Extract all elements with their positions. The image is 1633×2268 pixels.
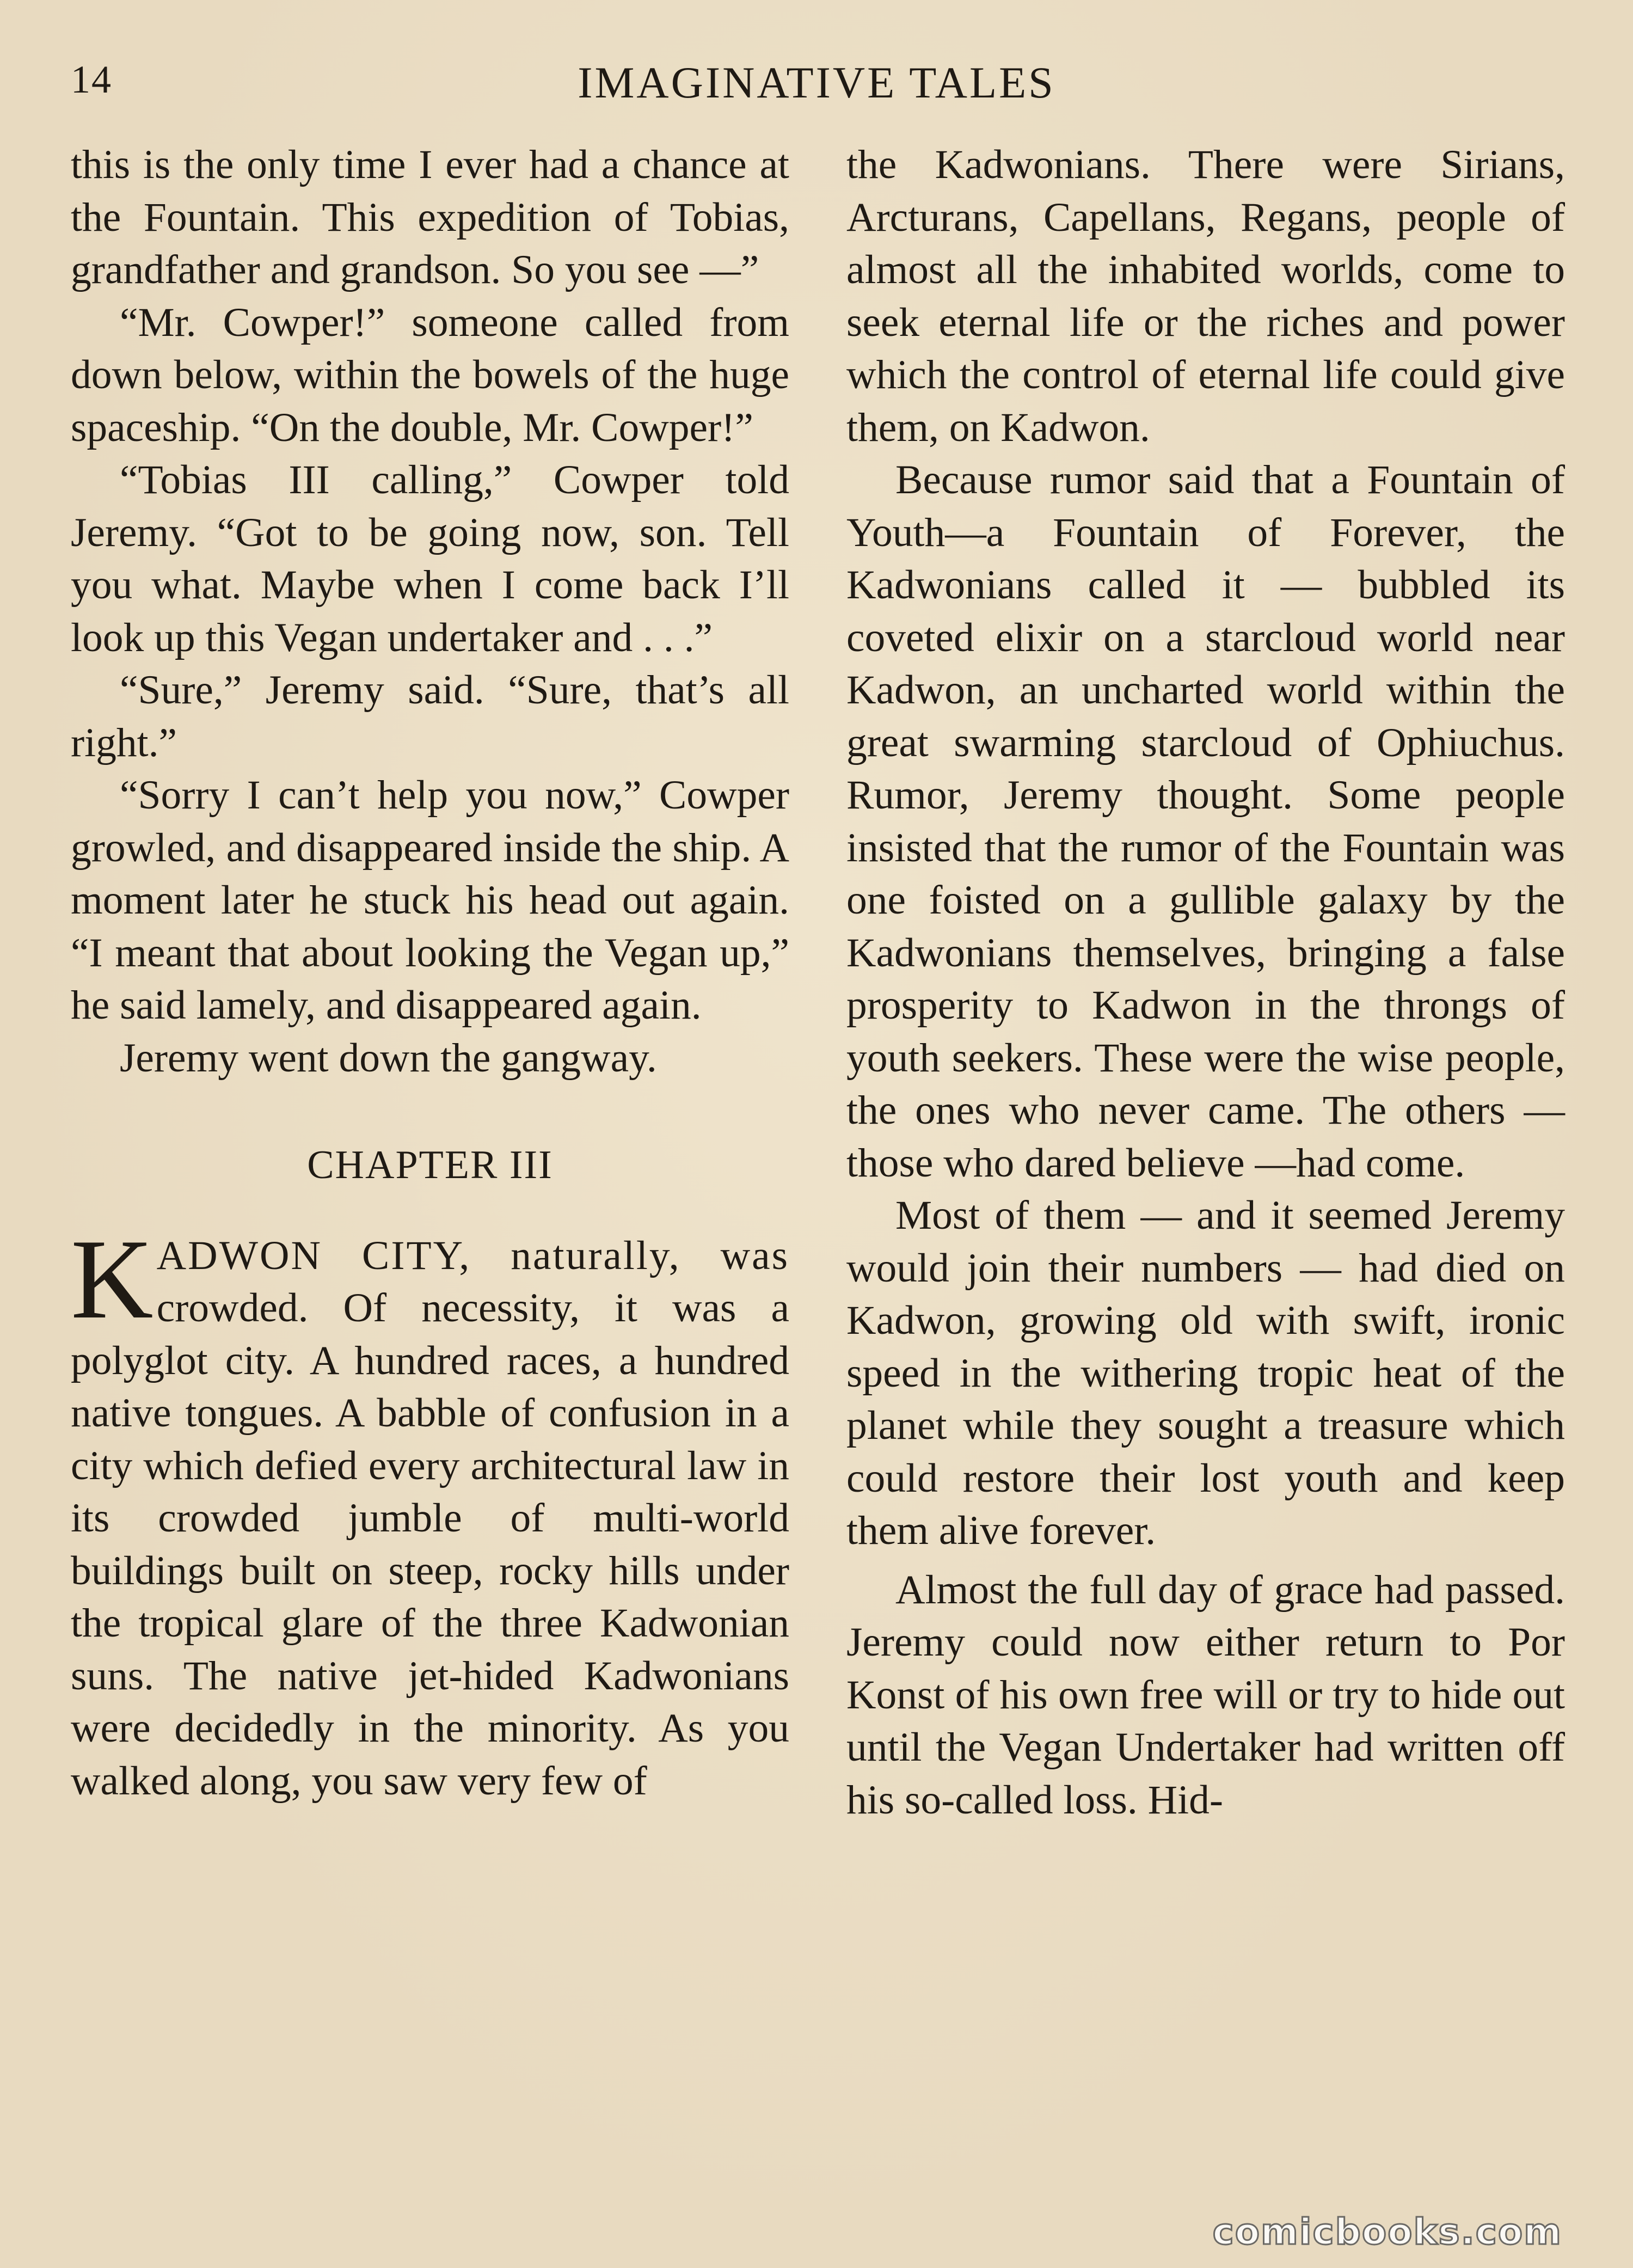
magazine-title: IMAGINATIVE TALES bbox=[578, 58, 1055, 107]
right-column bbox=[846, 139, 1565, 1826]
chapter-opening-text: ADWON CITY, naturally, was crowded. Of necessity, it was a polyglot city. A hundred races, a hundred native tongues. A babble of confusion in a city which defied every architectural law in its crowded jumble of multi-world buildings built on steep, rocky hills under the tropical glare of the three Kadwonian suns. The native jet-hided Kadwonians were decidedly in the minority. As you walked along, you saw very few of bbox=[71, 1233, 789, 1804]
paragraph: Because rumor said that a Fountain of Youth—a Fountain of Forever, the Kadwonians called it — bubbled its coveted elixir on a starcloud world near Kadwon, an uncharted world within the great swarming starcloud of Ophiuchus. Rumor, Jeremy thought. Some people insisted that the rumor of the Fountain was one foisted on a gullible galaxy by the Kadwonians themselves, bringing a false prosperity to Kadwon in the throngs of youth seekers. These were the wise people, the ones who never came. The others — those who dared believe —had come. bbox=[846, 457, 1565, 1186]
chapter-heading: CHAPTER III bbox=[307, 1143, 553, 1187]
paragraph: the Kadwonians. There were Sirians, Arcturans, Capellans, Regans, people of almost all the inhabited worlds, come to seek eternal life or the riches and power which the control of eternal life could give them, on Kadwon. bbox=[846, 142, 1565, 450]
left-column bbox=[71, 139, 789, 1807]
paragraph: “Sure,” Jeremy said. “Sure, that’s all right.” bbox=[71, 667, 789, 765]
paragraph: “Mr. Cowper!” someone called from down below, within the bowels of the huge spaceship. “On the double, Mr. Cowper!” bbox=[71, 299, 789, 450]
running-head bbox=[71, 57, 1562, 117]
chapter-opening-paragraph bbox=[71, 1216, 789, 1808]
paragraph: “Sorry I can’t help you now,” Cowper growled, and disappeared inside the ship. A moment later he stuck his head out again. “I meant that about looking the Vegan up,” he said lamely, and disappeared again. bbox=[71, 773, 789, 1028]
watermark: comicbooks.com bbox=[1212, 2211, 1562, 2253]
drop-cap: K bbox=[71, 1216, 154, 1343]
paragraph: Jeremy went down the gangway. bbox=[120, 1035, 657, 1081]
paragraph: Almost the full day of grace had passed. Jeremy could now either return to Por Konst of his own free will or try to hide out until the Vegan Undertaker had written off his so-called loss. Hid- bbox=[846, 1567, 1565, 1823]
paragraph: “Tobias III calling,” Cowper told Jeremy. “Got to be going now, son. Tell you what. Maybe when I come back I’ll look up this Vegan undertaker and . . .” bbox=[71, 457, 789, 660]
page-number: 14 bbox=[71, 58, 112, 101]
paragraph: Most of them — and it seemed Jeremy would join their numbers — had died on Kadwon, growing old with swift, ironic speed in the withering tropic heat of the planet while they sought a treasure which could restore their lost youth and keep them alive forever. bbox=[846, 1193, 1565, 1553]
paragraph: this is the only time I ever had a chance at the Fountain. This expedition of Tobias, grandfather and grandson. So you see —” bbox=[71, 142, 789, 292]
